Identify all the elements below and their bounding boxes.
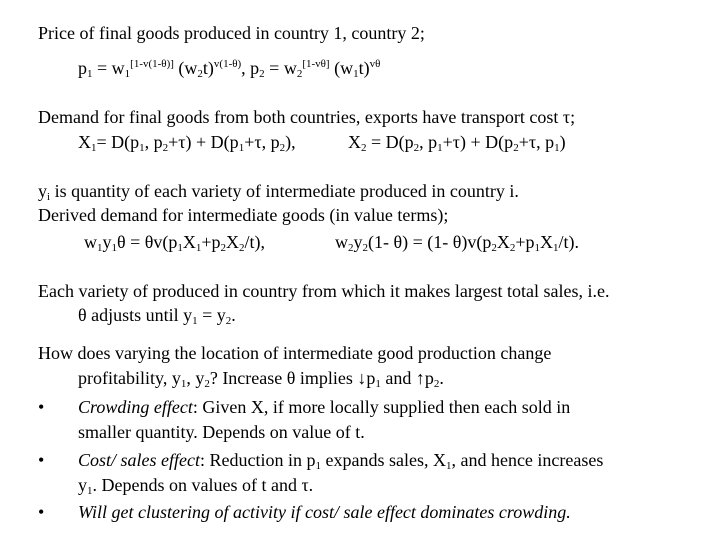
bullet-marker: • bbox=[38, 502, 45, 522]
bullet-crowding-line-1: Crowding effect: Given X, if more locally supplied then each sold in bbox=[78, 397, 571, 417]
bullet-cost-sales-title: Cost/ sales effect bbox=[78, 450, 200, 470]
intermediate-line-1: $y_i$ is quantity of each variety of intermediate produced in country i. bbox=[38, 181, 519, 203]
demand-heading: Demand for final goods from both countries, exports have transport cost τ; bbox=[38, 107, 576, 127]
demand-x1-formula: $X_1= D(p_1$, $p_2+\tau) + D(p_1+\tau$, $p_2$), bbox=[78, 132, 296, 154]
bullet-crowding-title: Crowding effect bbox=[78, 397, 193, 417]
question-line-2: profitability, $y_1$, $y_2$? Increase θ implies $↓p_1$ and $↑p_2$. bbox=[78, 368, 444, 390]
derived-demand-eq-1: $w_1y_1\theta = \theta v(p_1X_1+p_2X_2/t)$, bbox=[84, 232, 266, 254]
bullet-cost-sales-line-1: Cost/ sales effect: Reduction in $p_1$ expands sales, $X_1$, and hence increases bbox=[78, 450, 604, 472]
demand-x2-formula: $X_2 = D(p_2$, $p_1+\tau) + D(p_2+\tau$, $p_1$) bbox=[348, 132, 566, 154]
bullet-cost-sales-line-2: $y_1$. Depends on values of t and τ. bbox=[78, 475, 314, 497]
location-line-2: θ adjusts until $y_1 = y_2$. bbox=[78, 305, 236, 327]
question-line-1: How does varying the location of intermediate good production change bbox=[38, 343, 552, 363]
bullet-clustering: Will get clustering of activity if cost/ sale effect dominates crowding. bbox=[78, 502, 571, 522]
price-formula: $p_1 = w_1[1-v(1-\theta)]$ $(w_2t)^{v(1-\theta)}$, $p_2 = w_2[1-v\theta]$ $(w_1t)^{v\theta}$ bbox=[78, 58, 381, 80]
bullet-marker: • bbox=[38, 397, 45, 417]
prices-heading: Price of final goods produced in country 1, country 2; bbox=[38, 23, 425, 43]
bullet-crowding-line-2: smaller quantity. Depends on value of t. bbox=[78, 422, 365, 442]
derived-demand-eq-2: $w_2y_2(1-$ θ) = (1- $\theta)v(p_2X_2+p_1X_1/t)$. bbox=[335, 232, 580, 254]
bullet-marker: • bbox=[38, 450, 45, 470]
location-line-1: Each variety of produced in country from which it makes largest total sales, i.e. bbox=[38, 281, 610, 301]
intermediate-line-2: Derived demand for intermediate goods (in value terms); bbox=[38, 205, 449, 225]
